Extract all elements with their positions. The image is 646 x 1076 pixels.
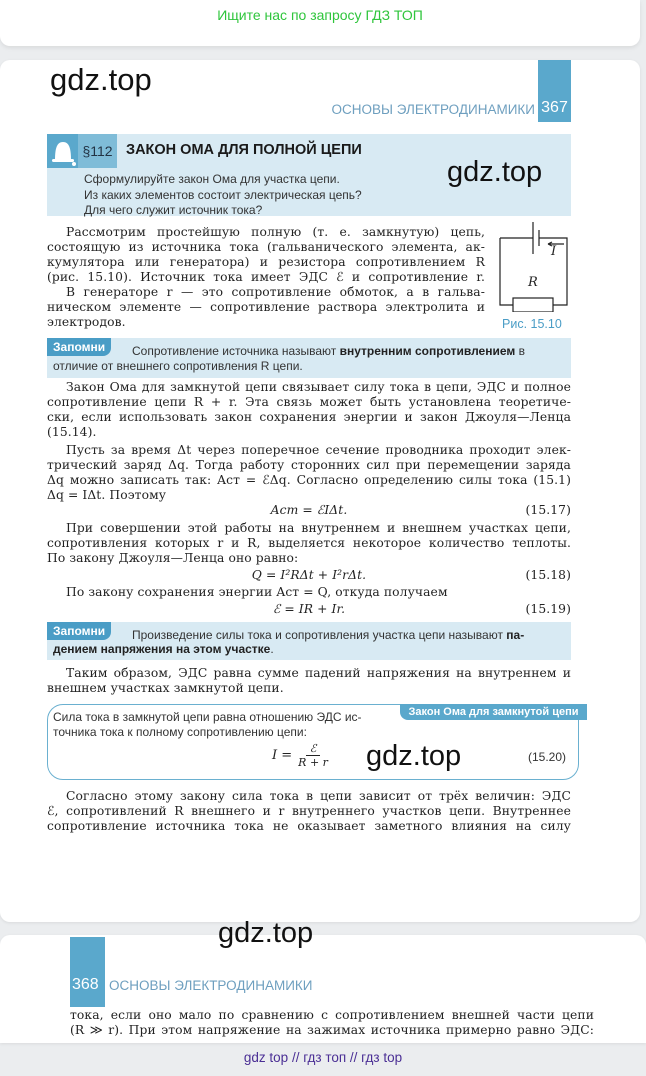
law-text [53,710,362,740]
text-line: Δq = IΔt. Поэтому [47,488,167,502]
text-line: Согласно этому закону сила тока в цепи зависит от трёх величин: ЭДС [66,789,571,803]
remember-label: Запомни [47,338,111,356]
question: Для чего служит источник тока? [84,203,263,217]
formula: ℰ = IR + Ir. [272,602,346,616]
remember-text [132,344,525,359]
text-line: При совершении этой работы на внутреннем и внешнем участках цепи, [66,521,571,535]
bell-icon [47,134,78,168]
text-line: сопротивление источника тока не оказывает заметного влияния на силу [47,819,571,833]
text-line: (R ≫ r). При этом напряжение на зажимах источника примерно равно ЭДС: [70,1023,594,1037]
equation-number: (15.17) [525,503,571,517]
circuit-diagram [496,220,572,312]
law-label: Закон Ома для замкнутой цепи [400,704,587,720]
resistor-label: R [528,275,538,290]
text-line: ническом элементе — сопротивление раствора электролита и [47,300,485,314]
question: Сформулируйте закон Ома для участка цепи. [84,172,340,186]
text-line: сопротивления которых r и R, выделяется некоторое количество теплоты. [47,536,571,550]
equation-number: (15.19) [525,602,571,616]
paragraph [47,380,571,617]
intro-questions [84,172,362,219]
equation-number: (15.20) [528,750,567,764]
paragraph [47,225,485,330]
remember-text [53,642,274,657]
text-line: сопротивление цепи R + r. Эта связь может быть установлена теоретиче- [47,395,571,409]
current-label: I [551,244,557,259]
term: дением напряжения на этом участке [53,642,271,656]
formula-lhs: I = [272,748,293,763]
text-line: Закон Ома для замкнутой цепи связывает силу тока в цепи, ЭДС и полное [66,380,571,394]
equation [47,568,571,583]
text: . [270,642,274,656]
formula: Aст = ℰIΔt. [270,503,348,517]
text: в [515,344,525,358]
text-line: В генераторе r — это сопротивление обмоток, а в гальва- [66,285,485,299]
remember-text: отличие от внешнего сопротивления R цепи. [53,359,303,373]
section-number: §112 [78,134,117,168]
equation [47,602,571,617]
denominator: R + r [298,756,328,769]
text-line: Δq можно записать так: Aст = ℰΔq. Согласно определению силы тока (15.1) [47,473,571,487]
equation-number: (15.18) [525,568,571,582]
fraction [298,742,328,769]
paragraph [47,666,571,696]
page-number: 367 [538,60,571,122]
text-line: По закону Джоуля—Ленца оно равно: [47,551,299,565]
term: внутренним сопротивлением [339,344,516,358]
banner-text: Ищите нас по запросу ГДЗ ТОП [217,7,423,23]
watermark: gdz.top [447,156,543,188]
remember-text [132,628,524,643]
text-line: Сила тока в замкнутой цепи равна отношению ЭДС ис- [53,710,362,724]
text-line: кумулятора или генератора) и резистора сопротивлением R [47,255,485,269]
page-number-strip [70,937,105,1007]
text-line: Таким образом, ЭДС равна сумме падений напряжения на внутреннем и [66,666,571,680]
watermark: gdz.top [366,740,462,772]
text-line: тока, если оно мало по сравнению с сопротивлением внешней части цепи [70,1008,594,1022]
running-head: ОСНОВЫ ЭЛЕКТРОДИНАМИКИ [331,102,535,117]
question: Из каких элементов состоит электрическая цепь? [84,187,362,202]
ohm-formula [272,742,328,769]
text: Сопротивление источника называют [132,344,340,358]
text-line: По закону сохранения энергии Aст = Q, откуда получаем [66,585,448,599]
text-line: (рис. 15.10). Источник тока имеет ЭДС ℰ и сопротивление r. [47,270,485,284]
watermark: gdz.top [50,62,152,97]
remember-label: Запомни [47,622,111,640]
equation [47,503,571,518]
section-title: ЗАКОН ОМА ДЛЯ ПОЛНОЙ ЦЕПИ [126,142,362,158]
paragraph [47,789,571,834]
search-banner [0,0,640,46]
text-line: (15.14). [47,425,97,439]
text-line: электродов. [47,315,126,329]
term: па- [506,628,525,642]
text-line: Пусть за время Δt через поперечное сечение проводника проходит элек- [66,443,571,457]
text-line: трический заряд Δq. Тогда работу сторонних сил при перемещении заряда [47,458,571,472]
running-head: ОСНОВЫ ЭЛЕКТРОДИНАМИКИ [109,978,313,993]
text-line: точника тока к полному сопротивлению цепи: [53,725,307,739]
text-line: ски, если использовать закон сохранения энергии и закон Джоуля—Ленца [47,410,571,424]
footer-links[interactable]: gdz top // гдз топ // гдз top [243,1050,403,1065]
watermark: gdz.top [218,917,314,949]
text-line: Рассмотрим простейшую полную (т. е. замкнутую) цепь, [66,225,485,239]
text-line: состоящую из источника тока (гальванического элемента, ак- [47,240,485,254]
page-number: 368 [72,976,99,993]
figure-caption: Рис. 15.10 [502,317,562,331]
paragraph [70,1008,594,1042]
text-line: внешнем участках замкнутой цепи. [47,681,284,695]
formula: Q = I²RΔt + I²rΔt. [251,568,367,582]
text: Произведение силы тока и сопротивления участка цепи называют [132,628,507,642]
text-line: ℰ, сопротивлений R внешнего и r внутреннего участков цепи. Внутреннее [47,804,571,818]
numerator: ℰ [306,742,321,756]
